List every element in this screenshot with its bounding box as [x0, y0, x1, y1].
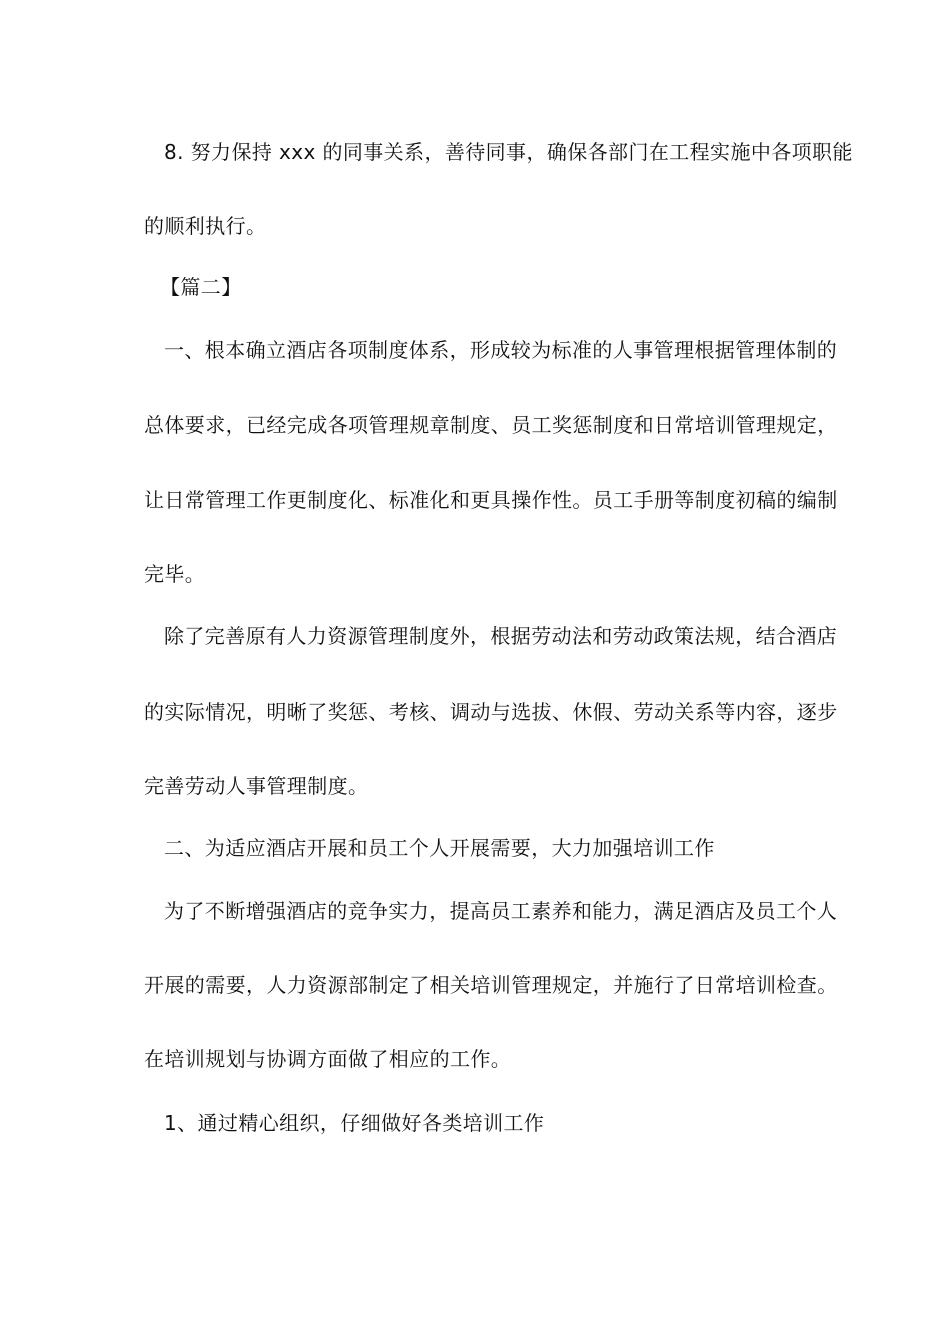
list-item-heading: 1、通过精心组织，仔细做好各类培训工作 — [164, 1111, 545, 1135]
subheading-line: 二、为适应酒店开展和员工个人开展需要，大力加强培训工作 — [164, 836, 715, 860]
paragraph-line: 在培训规划与协调方面做了相应的工作。 — [144, 1047, 512, 1071]
paragraph-line: 8. 努力保持 xxx 的同事关系，善待同事，确保各部门在工程实施中各项职能 — [164, 140, 853, 164]
paragraph-line: 一、根本确立酒店各项制度体系，形成较为标准的人事管理根据管理体制的 — [164, 338, 838, 362]
section-heading: 【篇二】 — [160, 275, 242, 299]
paragraph-line: 为了不断增强酒店的竞争实力，提高员工素养和能力，满足酒店及员工个人 — [164, 899, 838, 923]
paragraph-line: 的顺利执行。 — [144, 214, 267, 238]
paragraph-line: 总体要求，已经完成各项管理规章制度、员工奖惩制度和日常培训管理规定， — [144, 413, 838, 437]
paragraph-line: 开展的需要，人力资源部制定了相关培训管理规定，并施行了日常培训检查。 — [144, 973, 838, 997]
paragraph-line: 除了完善原有人力资源管理制度外，根据劳动法和劳动政策法规，结合酒店 — [164, 624, 838, 648]
paragraph-line: 的实际情况，明晰了奖惩、考核、调动与选拔、休假、劳动关系等内容，逐步 — [144, 700, 838, 724]
paragraph-line: 完毕。 — [144, 562, 206, 586]
paragraph-line: 完善劳动人事管理制度。 — [144, 774, 369, 798]
paragraph-line: 让日常管理工作更制度化、标准化和更具操作性。员工手册等制度初稿的编制 — [144, 488, 838, 512]
